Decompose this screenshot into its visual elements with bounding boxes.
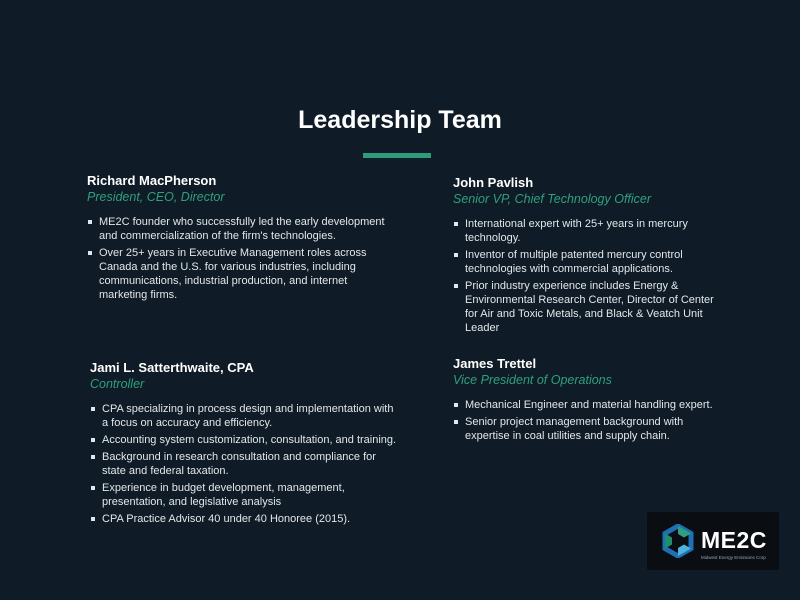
- bullet-item: Experience in budget development, management, presentation, and legislative analysis: [90, 481, 400, 509]
- person-richard-macpherson: [87, 173, 387, 305]
- bullet-item: CPA specializing in process design and implementation with a focus on accuracy and efficiency.: [90, 402, 400, 430]
- page-title: Leadership Team: [298, 106, 502, 134]
- bullet-item: Mechanical Engineer and material handling expert.: [453, 398, 728, 412]
- person-name: Richard MacPherson: [87, 173, 217, 188]
- person-role: President, CEO, Director: [87, 190, 225, 204]
- bullet-item: Accounting system customization, consultation, and training.: [90, 433, 400, 447]
- bullet-item: Background in research consultation and compliance for state and federal taxation.: [90, 450, 400, 478]
- person-jami-satterthwaite: [90, 360, 400, 529]
- logo-subtitle: Midwest Energy Emissions Corp: [701, 555, 766, 560]
- person-role: Vice President of Operations: [453, 373, 612, 387]
- person-john-pavlish: [453, 175, 728, 338]
- company-logo: [647, 512, 779, 570]
- logo-wordmark: ME2C: [701, 527, 767, 553]
- bullet-item: Senior project management background with expertise in coal utilities and supply chain.: [453, 415, 728, 443]
- person-name: John Pavlish: [453, 175, 534, 190]
- bullet-list: [90, 402, 400, 526]
- bullet-item: Over 25+ years in Executive Management roles across Canada and the U.S. for various industries, including communications, industrial production, and internet marketing firms.: [87, 246, 387, 302]
- hexagon-logo-icon: [661, 524, 695, 558]
- bullet-list: [453, 398, 728, 443]
- bullet-item: Prior industry experience includes Energy & Environmental Research Center, Director of Center for Air and Toxic Metals, and Black & Veatch Unit Leader: [453, 279, 728, 335]
- bullet-item: CPA Practice Advisor 40 under 40 Honoree (2015).: [90, 512, 400, 526]
- bullet-item: ME2C founder who successfully led the early development and commercialization of the firm's technologies.: [87, 215, 387, 243]
- bullet-list: [453, 217, 728, 335]
- bullet-list: [87, 215, 387, 302]
- title-underline: [363, 153, 431, 158]
- person-role: Senior VP, Chief Technology Officer: [453, 192, 652, 206]
- person-role: Controller: [90, 377, 145, 391]
- person-james-trettel: [453, 356, 728, 446]
- person-name: James Trettel: [453, 356, 537, 371]
- bullet-item: Inventor of multiple patented mercury control technologies with commercial applications.: [453, 248, 728, 276]
- bullet-item: International expert with 25+ years in mercury technology.: [453, 217, 728, 245]
- person-name: Jami L. Satterthwaite, CPA: [90, 360, 254, 375]
